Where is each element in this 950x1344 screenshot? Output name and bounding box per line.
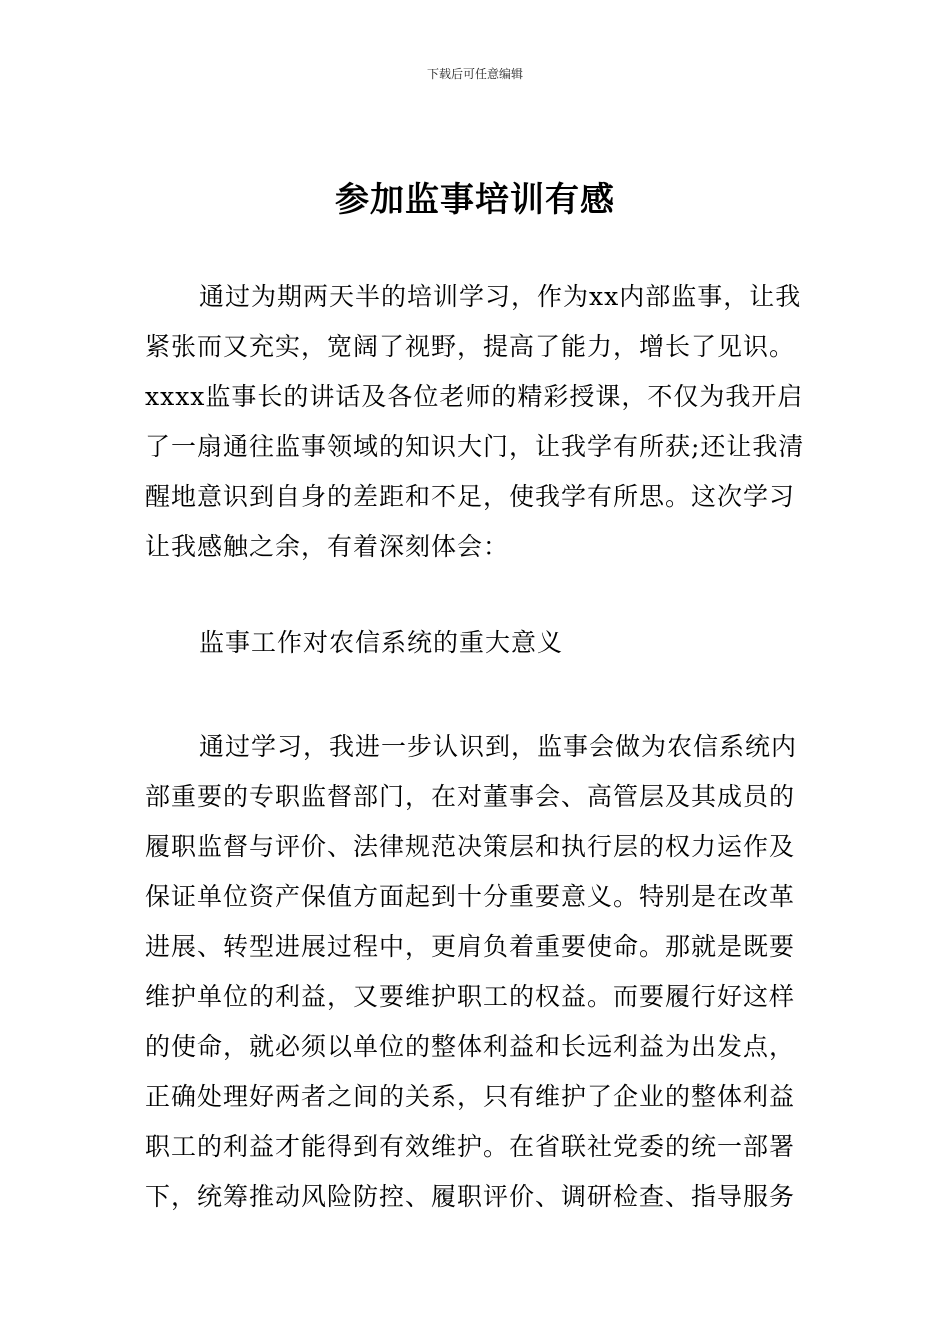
- paragraph-intro: [145, 272, 825, 572]
- text-line: 通过学习，我进一步认识到，监事会做为农信系统内: [199, 732, 798, 761]
- text-line: 部重要的专职监督部门，在对董事会、高管层及其成员的: [145, 782, 796, 811]
- text-line: 醒地意识到自身的差距和不足，使我学有所思。这次学习: [145, 482, 796, 511]
- text-line: 下，统筹推动风险防控、履职评价、调研检查、指导服务: [145, 1182, 796, 1211]
- text-line: 通过为期两天半的培训学习，作为xx内部监事，让我: [199, 282, 802, 311]
- text-line: 正确处理好两者之间的关系，只有维护了企业的整体利益: [145, 1082, 796, 1111]
- text-line: xxxx监事长的讲话及各位老师的精彩授课，不仅为我开启: [145, 382, 804, 411]
- text-line: 进展、转型进展过程中，更肩负着重要使命。那就是既要: [145, 932, 796, 961]
- text-line: 了一扇通往监事领域的知识大门，让我学有所获;还让我清: [145, 432, 805, 461]
- text-line: 让我感触之余，有着深刻体会：: [145, 532, 510, 561]
- text-line: 维护单位的利益，又要维护职工的权益。而要履行好这样: [145, 982, 796, 1011]
- header-note: 下载后可任意编辑: [426, 67, 523, 81]
- text-line: 保证单位资产保值方面起到十分重要意义。特别是在改革: [145, 882, 796, 911]
- text-line: 紧张而又充实，宽阔了视野，提高了能力，增长了见识。: [145, 332, 796, 361]
- text-line: 的使命，就必须以单位的整体利益和长远利益为出发点，: [145, 1032, 796, 1061]
- page-title: 参加监事培训有感: [335, 180, 615, 220]
- paragraph-significance: [145, 722, 825, 1222]
- text-line: 职工的利益才能得到有效维护。在省联社党委的统一部署: [145, 1132, 796, 1161]
- section-heading: [145, 618, 825, 668]
- text-line: 履职监督与评价、法律规范决策层和执行层的权力运作及: [145, 832, 796, 861]
- section-heading-text: 监事工作对农信系统的重大意义: [199, 628, 564, 657]
